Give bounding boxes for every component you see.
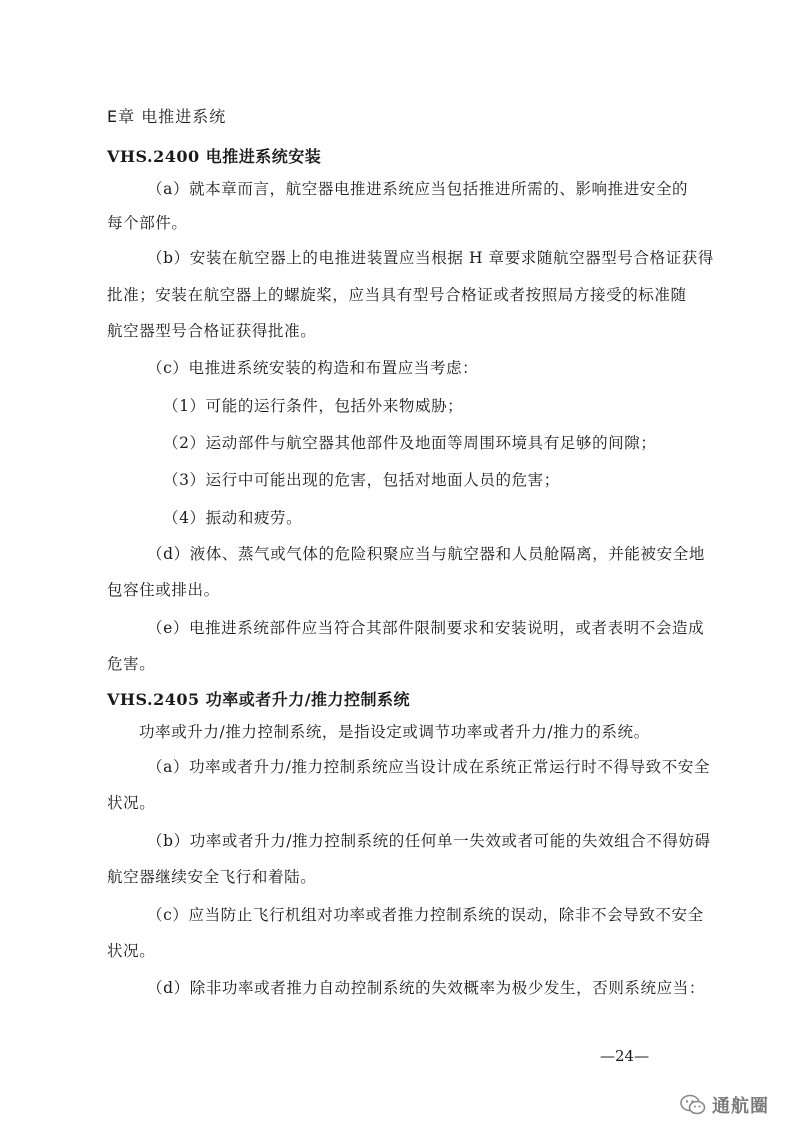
- chapter-title: E章 电推进系统: [107, 107, 227, 126]
- paragraph-line: 航空器型号合格证获得批准。: [107, 322, 317, 340]
- paragraph-line: （d）液体、蒸气或气体的危险积聚应当与航空器和人员舱隔离，并能被安全地: [147, 545, 705, 563]
- paragraph-line: 航空器继续安全飞行和着陆。: [107, 868, 317, 886]
- paragraph-line: （c）应当防止飞行机组对功率或者推力控制系统的误动，除非不会导致不安全: [147, 906, 704, 924]
- paragraph-line: （a）就本章而言，航空器电推进系统应当包括推进所需的、影响推进安全的: [147, 180, 689, 198]
- paragraph-line: 每个部件。: [107, 214, 188, 232]
- list-item: （1）可能的运行条件，包括外来物威胁；: [163, 397, 464, 415]
- paragraph-line: 包容住或排出。: [107, 581, 220, 599]
- paragraph-line: （b）功率或者升力/推力控制系统的任何单一失效或者可能的失效组合不得妨碍: [147, 832, 711, 850]
- watermark: [680, 1092, 769, 1118]
- paragraph-line: （d）除非功率或者推力自动控制系统的失效概率为极少发生，否则系统应当：: [147, 979, 705, 997]
- list-item: （3）运行中可能出现的危害，包括对地面人员的危害；: [163, 471, 560, 489]
- paragraph-line: 功率或升力/推力控制系统，是指设定或调节功率或者升力/推力的系统。: [139, 723, 650, 741]
- wechat-icon: [680, 1094, 706, 1116]
- paragraph-line: 批准；安装在航空器上的螺旋桨，应当具有型号合格证或者按照局方接受的标准随: [107, 286, 687, 304]
- paragraph-line: （b）安装在航空器上的电推进装置应当根据 H 章要求随航空器型号合格证获得: [147, 249, 714, 267]
- section-heading-2405: VHS.2405 功率或者升力/推力控制系统: [107, 690, 411, 709]
- list-item: （4）振动和疲劳。: [163, 509, 303, 527]
- section-heading-2400: VHS.2400 电推进系统安装: [107, 147, 322, 166]
- list-item: （2）运动部件与航空器其他部件及地面等周围环境具有足够的间隙；: [163, 434, 657, 452]
- watermark-text: 通航圈: [712, 1096, 769, 1117]
- page-number: —24—: [600, 1047, 650, 1065]
- paragraph-line: （a）功率或者升力/推力控制系统应当设计成在系统正常运行时不得导致不安全: [147, 758, 711, 776]
- paragraph-line: （c）电推进系统安装的构造和布置应当考虑：: [147, 359, 479, 377]
- paragraph-line: 状况。: [107, 942, 156, 960]
- paragraph-line: （e）电推进系统部件应当符合其部件限制要求和安装说明，或者表明不会造成: [147, 619, 705, 637]
- paragraph-line: 状况。: [107, 794, 156, 812]
- paragraph-line: 危害。: [107, 655, 156, 673]
